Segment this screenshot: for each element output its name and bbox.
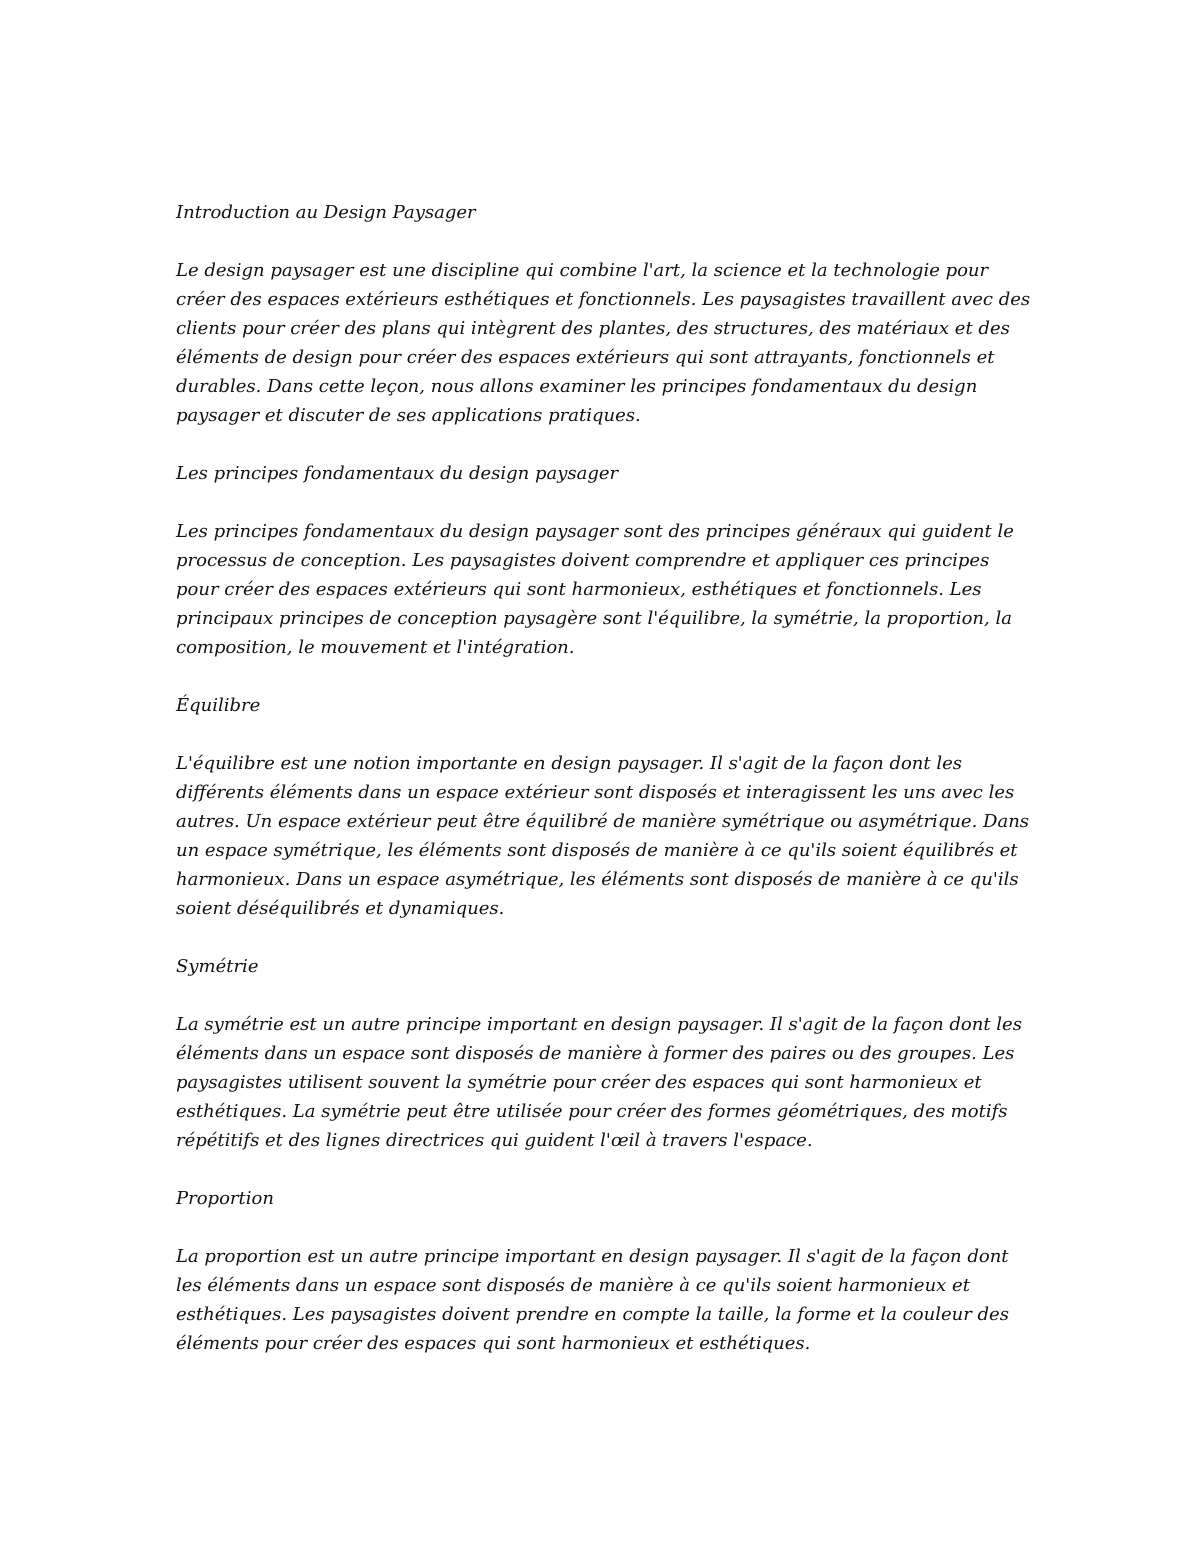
section-heading-principes: Les principes fondamentaux du design paysager [176, 463, 619, 484]
section-heading-equilibre: Équilibre [176, 695, 261, 716]
section-body-equilibre: L'équilibre est une notion importante en design paysager. Il s'agit de la façon dont les différents éléments dans un espace extérieur sont disposés et interagissent les uns avec les autres. Un espace extérieur peut être équilibré de manière symétrique ou asymétrique. Dans un espace symétrique, les éléments sont disposés de manière à ce qu'ils soient équilibrés et harmonieux. Dans un espace asymétrique, les éléments sont disposés de manière à ce qu'ils soient déséquilibrés et dynamiques. [176, 753, 1030, 919]
section-body-symetrie: La symétrie est un autre principe important en design paysager. Il s'agit de la façon dont les éléments dans un espace sont disposés de manière à former des paires ou des groupes. Les paysagistes utilisent souvent la symétrie pour créer des espaces qui sont harmonieux et esthétiques. La symétrie peut être utilisée pour créer des formes géométriques, des motifs répétitifs et des lignes directrices qui guident l'œil à travers l'espace. [176, 1014, 1022, 1151]
section-heading-proportion: Proportion [176, 1188, 274, 1209]
section-heading-symetrie: Symétrie [176, 956, 259, 977]
intro-paragraph: Le design paysager est une discipline qui combine l'art, la science et la technologie pour créer des espaces extérieurs esthétiques et fonctionnels. Les paysagistes travaillent avec des clients pour créer des plans qui intègrent des plantes, des structures, des matériaux et des éléments de design pour créer des espaces extérieurs qui sont attrayants, fonctionnels et durables. Dans cette leçon, nous allons examiner les principes fondamentaux du design paysager et discuter de ses applications pratiques. [176, 260, 1031, 426]
document-title: Introduction au Design Paysager [176, 202, 476, 223]
section-body-proportion: La proportion est un autre principe important en design paysager. Il s'agit de la façon dont les éléments dans un espace sont disposés de manière à ce qu'ils soient harmonieux et esthétiques. Les paysagistes doivent prendre en compte la taille, la forme et la couleur des éléments pour créer des espaces qui sont harmonieux et esthétiques. [176, 1246, 1009, 1354]
document-body [176, 198, 1036, 1387]
section-body-principes: Les principes fondamentaux du design paysager sont des principes généraux qui guident le processus de conception. Les paysagistes doivent comprendre et appliquer ces principes pour créer des espaces extérieurs qui sont harmonieux, esthétiques et fonctionnels. Les principaux principes de conception paysagère sont l'équilibre, la symétrie, la proportion, la composition, le mouvement et l'intégration. [176, 521, 1014, 658]
